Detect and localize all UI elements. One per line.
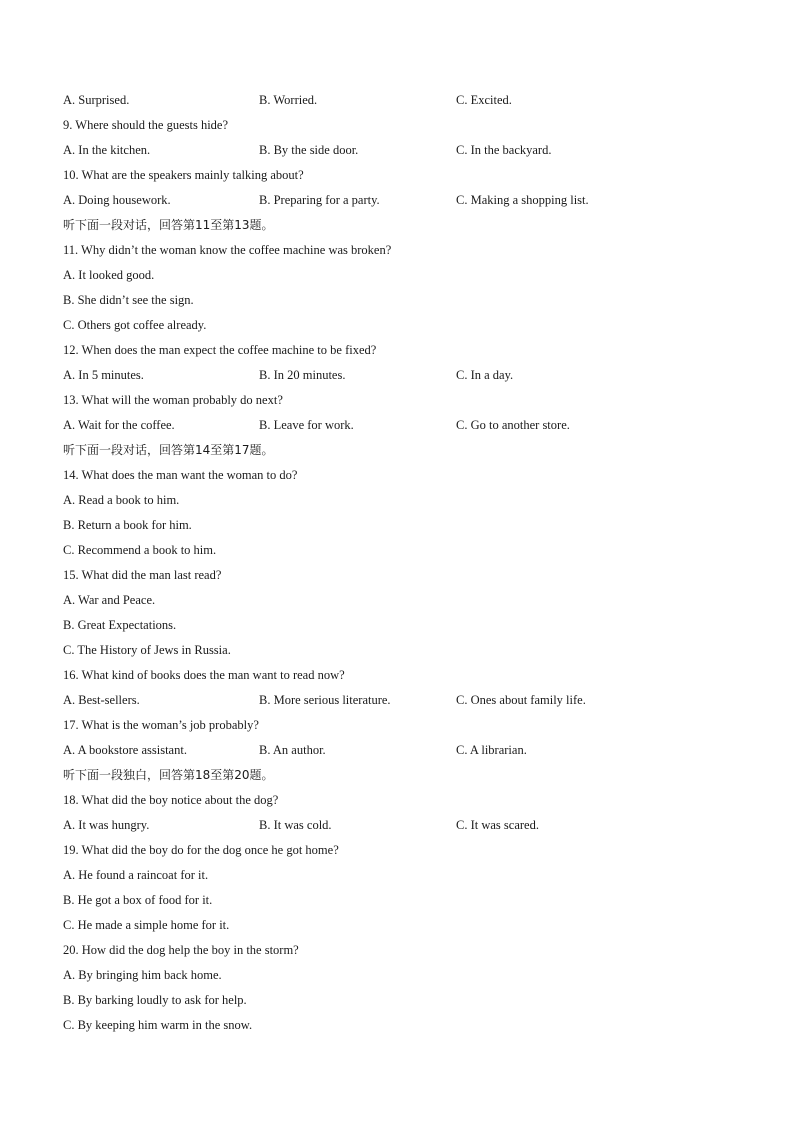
options-row	[63, 138, 743, 163]
option-b: B. It was cold.	[259, 818, 332, 832]
question-text: 20. How did the dog help the boy in the storm?	[63, 943, 299, 957]
option-b: B. Worried.	[259, 93, 318, 107]
options-row	[63, 413, 743, 438]
option-text: C. Others got coffee already.	[63, 318, 207, 332]
option-b: B. Preparing for a party.	[259, 193, 380, 207]
option-a: A. It was hungry.	[63, 818, 150, 832]
section-instruction: 听下面一段对话，回答第11至第13题。	[63, 218, 274, 232]
option-text: A. War and Peace.	[63, 593, 156, 607]
option-b: B. More serious literature.	[259, 693, 391, 707]
options-row	[63, 363, 743, 388]
option-text: A. It looked good.	[63, 268, 155, 282]
option-c: C. Go to another store.	[456, 418, 570, 432]
section-instruction: 听下面一段独白，回答第18至第20题。	[63, 768, 274, 782]
option-a: A. Best-sellers.	[63, 693, 140, 707]
option-text: A. By bringing him back home.	[63, 968, 222, 982]
question-text: 16. What kind of books does the man want to read now?	[63, 668, 345, 682]
option-text: C. The History of Jews in Russia.	[63, 643, 231, 657]
option-a: A. In 5 minutes.	[63, 368, 144, 382]
option-c: C. In the backyard.	[456, 143, 552, 157]
option-a: A. Doing housework.	[63, 193, 171, 207]
option-b: B. By the side door.	[259, 143, 359, 157]
option-text: B. By barking loudly to ask for help.	[63, 993, 247, 1007]
question-text: 14. What does the man want the woman to do?	[63, 468, 298, 482]
question-text: 15. What did the man last read?	[63, 568, 222, 582]
question-text: 18. What did the boy notice about the dog?	[63, 793, 279, 807]
option-b: B. Leave for work.	[259, 418, 354, 432]
question-text: 11. Why didn’t the woman know the coffee machine was broken?	[63, 243, 392, 257]
option-text: B. She didn’t see the sign.	[63, 293, 194, 307]
option-c: C. A librarian.	[456, 743, 527, 757]
option-text: A. Read a book to him.	[63, 493, 180, 507]
option-c: C. Making a shopping list.	[456, 193, 589, 207]
option-a: A. Surprised.	[63, 93, 130, 107]
option-text: B. He got a box of food for it.	[63, 893, 213, 907]
option-c: C. Excited.	[456, 93, 512, 107]
option-b: B. An author.	[259, 743, 326, 757]
option-text: C. By keeping him warm in the snow.	[63, 1018, 253, 1032]
exam-page	[63, 88, 743, 1038]
options-row	[63, 688, 743, 713]
option-text: C. He made a simple home for it.	[63, 918, 230, 932]
question-text: 9. Where should the guests hide?	[63, 118, 229, 132]
option-c: C. Ones about family life.	[456, 693, 586, 707]
question-text: 12. When does the man expect the coffee machine to be fixed?	[63, 343, 377, 357]
option-c: C. It was scared.	[456, 818, 539, 832]
question-text: 10. What are the speakers mainly talking about?	[63, 168, 304, 182]
option-b: B. In 20 minutes.	[259, 368, 346, 382]
option-a: A. A bookstore assistant.	[63, 743, 187, 757]
question-text: 19. What did the boy do for the dog once he got home?	[63, 843, 339, 857]
options-row	[63, 88, 743, 113]
section-instruction: 听下面一段对话，回答第14至第17题。	[63, 443, 274, 457]
options-row	[63, 188, 743, 213]
option-a: A. In the kitchen.	[63, 143, 151, 157]
option-text: B. Great Expectations.	[63, 618, 177, 632]
question-text: 17. What is the woman’s job probably?	[63, 718, 259, 732]
option-text: B. Return a book for him.	[63, 518, 192, 532]
options-row	[63, 813, 743, 838]
options-row	[63, 738, 743, 763]
option-c: C. In a day.	[456, 368, 514, 382]
option-text: C. Recommend a book to him.	[63, 543, 217, 557]
option-a: A. Wait for the coffee.	[63, 418, 175, 432]
option-text: A. He found a raincoat for it.	[63, 868, 209, 882]
question-text: 13. What will the woman probably do next?	[63, 393, 283, 407]
